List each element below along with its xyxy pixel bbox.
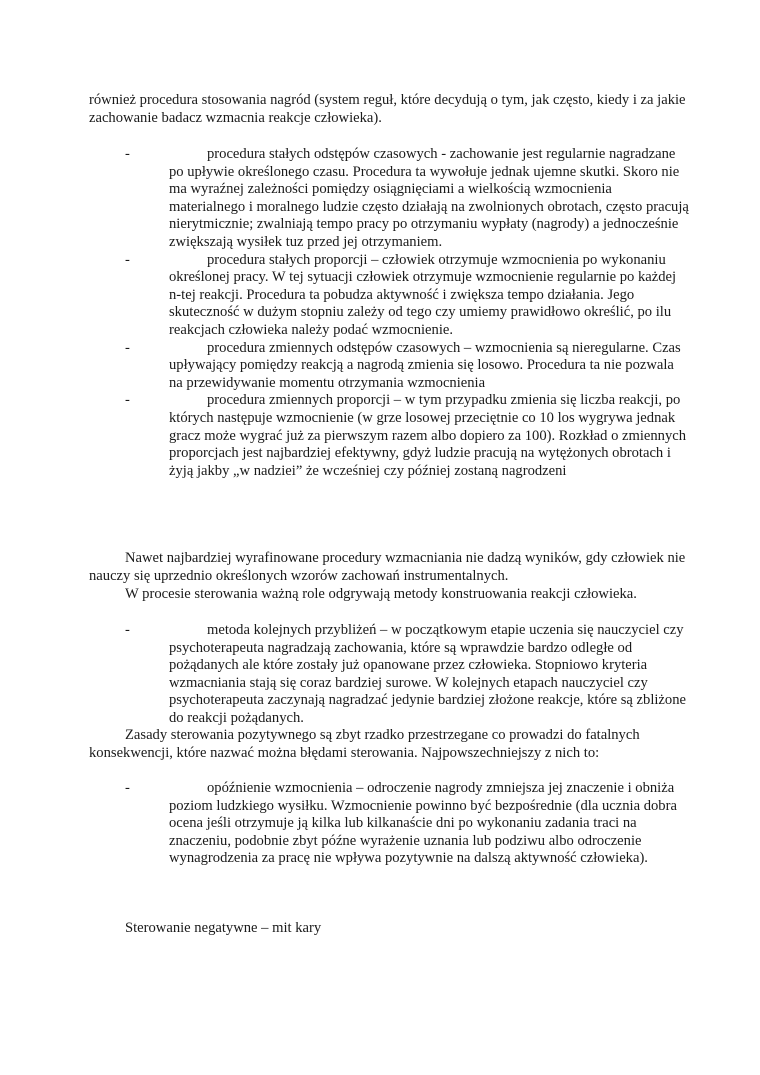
reinforcement-procedures-list: [89, 146, 689, 480]
bullet-marker: -: [125, 146, 130, 162]
list-item-text: metoda kolejnych przybliżeń – w początkowym etapie uczenia się nauczyciel czy psychoterapeuta nagradzają zachowania, które są wprawdzie bardzo odległe od pożądanych ale które zostały już opanowane przez człowieka. Stopniowo kryteria wzmacniania stają się coraz bardziej surowe. W kolejnych etapach nauczyciel czy psychoterapeuta zaczynają nagradzać jedynie bardziej złożone reakcje, które są zbliżone do reakcji pożądanych.: [169, 622, 686, 726]
list-item-text: opóźnienie wzmocnienia – odroczenie nagrody zmniejsza jej znaczenie i obniża poziom ludzkiego wysiłku. Wzmocnienie powinno być bezpośrednie (dla ucznia dobra ocena jeśli otrzymuje ją kilka lub kilkanaście dni po wykonaniu zadania traci na znaczeniu, podobnie zbyt późne wyrażenie uznania lub podziwu albo odroczenie wynagrodzenia za pracę nie wpływa pozytywnie na dalszą aktywność człowieka).: [169, 780, 677, 867]
intro-paragraph: również procedura stosowania nagród (system reguł, które decydują o tym, jak często, kiedy i za jakie zachowanie badacz wzmacnia reakcje człowieka).: [89, 92, 686, 126]
list-item: [89, 780, 689, 868]
bullet-marker: -: [125, 392, 130, 409]
list-item: [89, 622, 689, 728]
list-item-text: procedura zmiennych odstępów czasowych – wzmocnienia są nieregularne. Czas upływający pomiędzy reakcją a nagrodą zmienia się losowo. Procedura ta nie pozwala na przewidywanie momentu otrzymania wzmocnienia: [169, 339, 681, 391]
list-item: [89, 146, 689, 252]
list-item: [89, 392, 689, 480]
construction-methods-list: [89, 622, 689, 728]
steering-errors-list: [89, 780, 689, 868]
paragraph-procedures-results: Nawet najbardziej wyrafinowane procedury wzmacniania nie dadzą wyników, gdy człowiek nie nauczy się uprzednio określonych wzorów zachowań instrumentalnych.: [89, 550, 686, 584]
list-item-text: procedura stałych proporcji – człowiek otrzymuje wzmocnienia po wykonaniu określonej pracy. W tej sytuacji człowiek otrzymuje wzmocnienie regularnie po każdej n-tej reakcji. Procedura ta pobudza aktywność i zwiększa tempo działania. Jego skuteczność w dużym stopniu zależy od tego czy umiemy prawidłowo określić, po ilu reakcjach człowieka należy podać wzmocnienie.: [169, 251, 677, 338]
list-item: [89, 340, 689, 393]
paragraph-steering-errors: Zasady sterowania pozytywnego są zbyt rzadko przestrzegane co prowadzi do fatalnych konsekwencji, które nazwać można błędami sterowania. Najpowszechniejszy z nich to:: [89, 727, 640, 761]
bullet-marker: -: [125, 780, 130, 796]
section-heading: Sterowanie negatywne – mit kary: [125, 920, 322, 936]
list-item-text: procedura stałych odstępów czasowych - zachowanie jest regularnie nagradzane po upływie określonego czasu. Procedura ta wywołuje jednak ujemne skutki. Skoro nie ma wyraźnej zależności pomiędzy osiągnięciami a wielkością wzmocnienia materialnego i moralnego ludzie często działają na zwolnionych obrotach, często pracują nierytmicznie; zwalniają tempo pracy po otrzymaniu wypłaty (nagrody) a jednocześnie zwiększają wysiłek tuz przed jej otrzymaniem.: [169, 146, 689, 250]
list-item-text: procedura zmiennych proporcji – w tym przypadku zmienia się liczba reakcji, po których następuje wzmocnienie (w grze losowej przeciętnie co 10 los wygrywa jednak gracz może wygrać już za pierwszym razem albo dopiero za 100). Rozkład o zmiennych proporcjach jest najbardziej efektywny, gdyż ludzie pracują na wytężonych obrotach i żyją jakby „w nadziei” że wcześniej czy później zostaną nagrodzeni: [169, 392, 687, 479]
bullet-marker: -: [125, 339, 130, 356]
list-item: [89, 252, 689, 340]
bullet-marker: -: [125, 622, 130, 638]
bullet-marker: -: [125, 251, 130, 268]
paragraph-construction-methods: W procesie sterowania ważną role odgrywają metody konstruowania reakcji człowieka.: [125, 586, 637, 602]
